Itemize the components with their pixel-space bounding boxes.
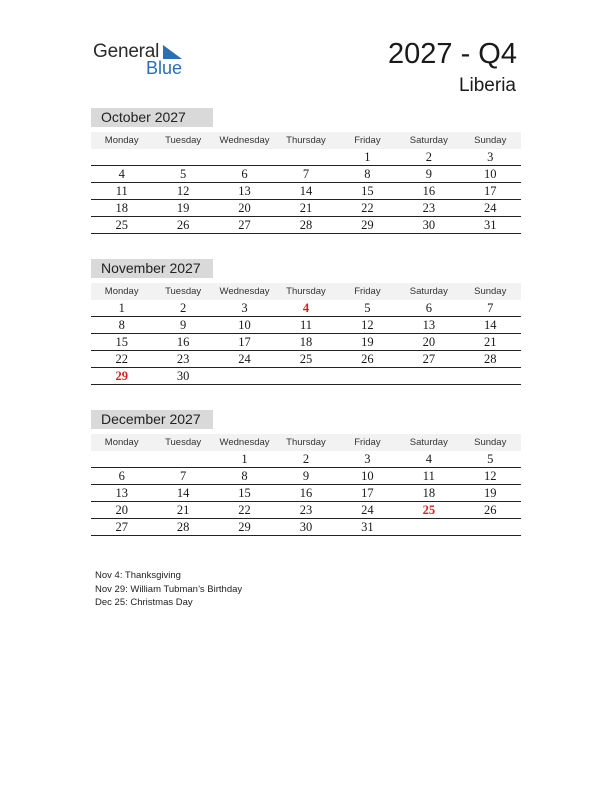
date-cell: 12: [176, 184, 190, 198]
weekday-header: [91, 132, 521, 149]
month-block: [91, 108, 521, 234]
date-cell: 23: [176, 352, 190, 366]
week-row: [91, 451, 521, 468]
date-cell: 20: [115, 503, 128, 517]
date-cell: 7: [180, 469, 187, 483]
date-cell: 24: [361, 503, 374, 517]
weekday-label: Tuesday: [165, 135, 202, 146]
date-cell: 16: [422, 184, 436, 198]
weekday-label: Monday: [104, 286, 139, 297]
date-cell: 19: [483, 486, 497, 500]
date-cell: 14: [483, 318, 497, 332]
date-cell: 30: [176, 369, 190, 383]
date-cell: 14: [176, 486, 190, 500]
date-cell: 15: [115, 335, 128, 349]
weekday-label: Saturday: [409, 437, 448, 448]
week-row: [91, 200, 521, 217]
date-cell: [275, 368, 336, 384]
weekday-label: Friday: [354, 286, 381, 297]
weekday-label: Sunday: [474, 437, 507, 448]
date-cell: 20: [422, 335, 436, 349]
date-cell: 18: [422, 486, 436, 500]
date-cell: 17: [361, 486, 374, 500]
date-cell: 2: [302, 452, 310, 466]
country-name: Liberia: [458, 75, 516, 96]
date-cell: 27: [238, 218, 251, 232]
page-title: 2027 - Q4: [388, 38, 517, 70]
holiday-date-cell: 25: [422, 503, 436, 517]
date-cell: 24: [483, 201, 497, 215]
weekday-label: Thursday: [286, 135, 326, 146]
weekday-label: Sunday: [474, 135, 507, 146]
weekday-label: Wednesday: [219, 135, 270, 146]
date-cell: 3: [364, 452, 371, 466]
brand-logo: [93, 41, 193, 81]
month-label: October 2027: [91, 108, 213, 127]
date-cell: 2: [425, 150, 432, 164]
date-cell: 13: [238, 184, 251, 198]
date-cell: 31: [483, 218, 497, 232]
date-cell: 27: [422, 352, 436, 366]
date-cell: 11: [299, 318, 312, 332]
date-cell: 10: [238, 318, 251, 332]
date-cell: 22: [238, 503, 251, 517]
date-cell: 21: [299, 201, 313, 215]
date-cell: 7: [487, 301, 494, 315]
date-cell: 28: [299, 218, 313, 232]
date-cell: 1: [241, 452, 248, 466]
date-cell: 18: [115, 201, 128, 215]
weekday-label: Monday: [104, 135, 139, 146]
week-row: [91, 300, 521, 317]
weekday-label: Saturday: [409, 286, 448, 297]
week-row: [91, 485, 521, 502]
date-cell: 11: [115, 184, 128, 198]
weekday-label: Tuesday: [165, 286, 202, 297]
weekday-label: Saturday: [409, 135, 448, 146]
date-cell: 22: [361, 201, 374, 215]
month-block: [91, 259, 521, 385]
date-cell: 13: [115, 486, 128, 500]
date-cell: [337, 368, 398, 384]
date-cell: 16: [176, 335, 190, 349]
date-cell: 10: [483, 167, 497, 181]
date-cell: 9: [302, 469, 310, 483]
holiday-note: Nov 29: William Tubman’s Birthday: [95, 583, 243, 595]
weekday-label: Thursday: [286, 286, 326, 297]
date-cell: 9: [425, 167, 432, 181]
date-cell: 21: [483, 335, 497, 349]
weekday-label: Monday: [104, 437, 139, 448]
date-cell: 30: [422, 218, 436, 232]
date-cell: 13: [422, 318, 436, 332]
date-cell: 27: [115, 520, 128, 534]
date-cell: 21: [176, 503, 190, 517]
date-cell: 6: [118, 469, 125, 483]
weekday-label: Sunday: [474, 286, 507, 297]
date-cell: 10: [361, 469, 374, 483]
date-cell: 25: [299, 352, 313, 366]
week-row: [91, 183, 521, 200]
week-row: [91, 502, 521, 519]
date-cell: [152, 149, 213, 165]
date-cell: 5: [487, 452, 494, 466]
holiday-note: Dec 25: Christmas Day: [95, 597, 193, 608]
date-cell: 1: [364, 150, 371, 164]
weekday-header: [91, 283, 521, 300]
date-cell: 9: [180, 318, 187, 332]
month-label: November 2027: [91, 259, 213, 278]
week-row: [91, 217, 521, 234]
week-row: [91, 317, 521, 334]
weekday-label: Friday: [354, 135, 381, 146]
date-cell: 24: [238, 352, 251, 366]
date-cell: 4: [425, 452, 432, 466]
week-row: [91, 149, 521, 166]
weekday-label: Thursday: [286, 437, 326, 448]
week-row: [91, 368, 521, 385]
date-cell: 11: [422, 469, 435, 483]
date-cell: [460, 519, 521, 535]
date-cell: 6: [241, 167, 248, 181]
date-cell: [214, 368, 275, 384]
weekday-label: Wednesday: [219, 286, 270, 297]
logo-text-blue: Blue: [146, 58, 183, 78]
date-cell: 14: [299, 184, 313, 198]
weekday-label: Tuesday: [165, 437, 202, 448]
date-cell: 15: [361, 184, 374, 198]
date-cell: [460, 368, 521, 384]
date-cell: 8: [364, 167, 371, 181]
date-cell: 26: [176, 218, 190, 232]
date-cell: 23: [422, 201, 436, 215]
date-cell: 26: [483, 503, 497, 517]
date-cell: 7: [302, 167, 310, 181]
date-cell: 28: [176, 520, 190, 534]
week-row: [91, 351, 521, 368]
weekday-label: Friday: [354, 437, 381, 448]
week-row: [91, 468, 521, 485]
date-cell: 29: [361, 218, 374, 232]
month-block: [91, 410, 521, 536]
date-cell: 25: [115, 218, 128, 232]
date-cell: [398, 368, 459, 384]
date-cell: 17: [483, 184, 497, 198]
date-cell: 8: [118, 318, 125, 332]
holiday-notes: [95, 569, 242, 610]
weekday-header: [91, 434, 521, 451]
date-cell: 3: [487, 150, 494, 164]
date-cell: 26: [361, 352, 374, 366]
date-cell: 15: [238, 486, 251, 500]
date-cell: 19: [176, 201, 190, 215]
date-cell: 31: [361, 520, 374, 534]
date-cell: [152, 451, 213, 467]
date-cell: [91, 451, 152, 467]
weekday-label: Wednesday: [219, 437, 270, 448]
date-cell: 29: [238, 520, 251, 534]
date-cell: 8: [241, 469, 248, 483]
date-cell: 30: [299, 520, 313, 534]
date-cell: 19: [361, 335, 374, 349]
date-cell: [91, 149, 152, 165]
date-cell: 1: [118, 301, 125, 315]
date-cell: 17: [238, 335, 251, 349]
date-cell: 6: [425, 301, 432, 315]
date-cell: 28: [483, 352, 497, 366]
logo-text-general: General: [93, 41, 160, 62]
date-cell: 2: [180, 301, 187, 315]
date-cell: [398, 519, 459, 535]
week-row: [91, 166, 521, 183]
date-cell: 12: [483, 469, 497, 483]
holiday-note: Nov 4: Thanksgiving: [95, 570, 181, 581]
date-cell: 22: [115, 352, 128, 366]
week-row: [91, 334, 521, 351]
date-cell: 20: [238, 201, 251, 215]
date-cell: [275, 149, 336, 165]
date-cell: 3: [241, 301, 248, 315]
date-cell: [214, 149, 275, 165]
week-row: [91, 519, 521, 536]
date-cell: 16: [299, 486, 313, 500]
month-label: December 2027: [91, 410, 213, 429]
date-cell: 23: [299, 503, 313, 517]
holiday-date-cell: 29: [115, 369, 128, 383]
date-cell: 12: [361, 318, 374, 332]
date-cell: 4: [118, 167, 125, 181]
date-cell: 18: [299, 335, 313, 349]
date-cell: 5: [180, 167, 187, 181]
date-cell: 5: [364, 301, 371, 315]
holiday-date-cell: 4: [302, 301, 310, 315]
